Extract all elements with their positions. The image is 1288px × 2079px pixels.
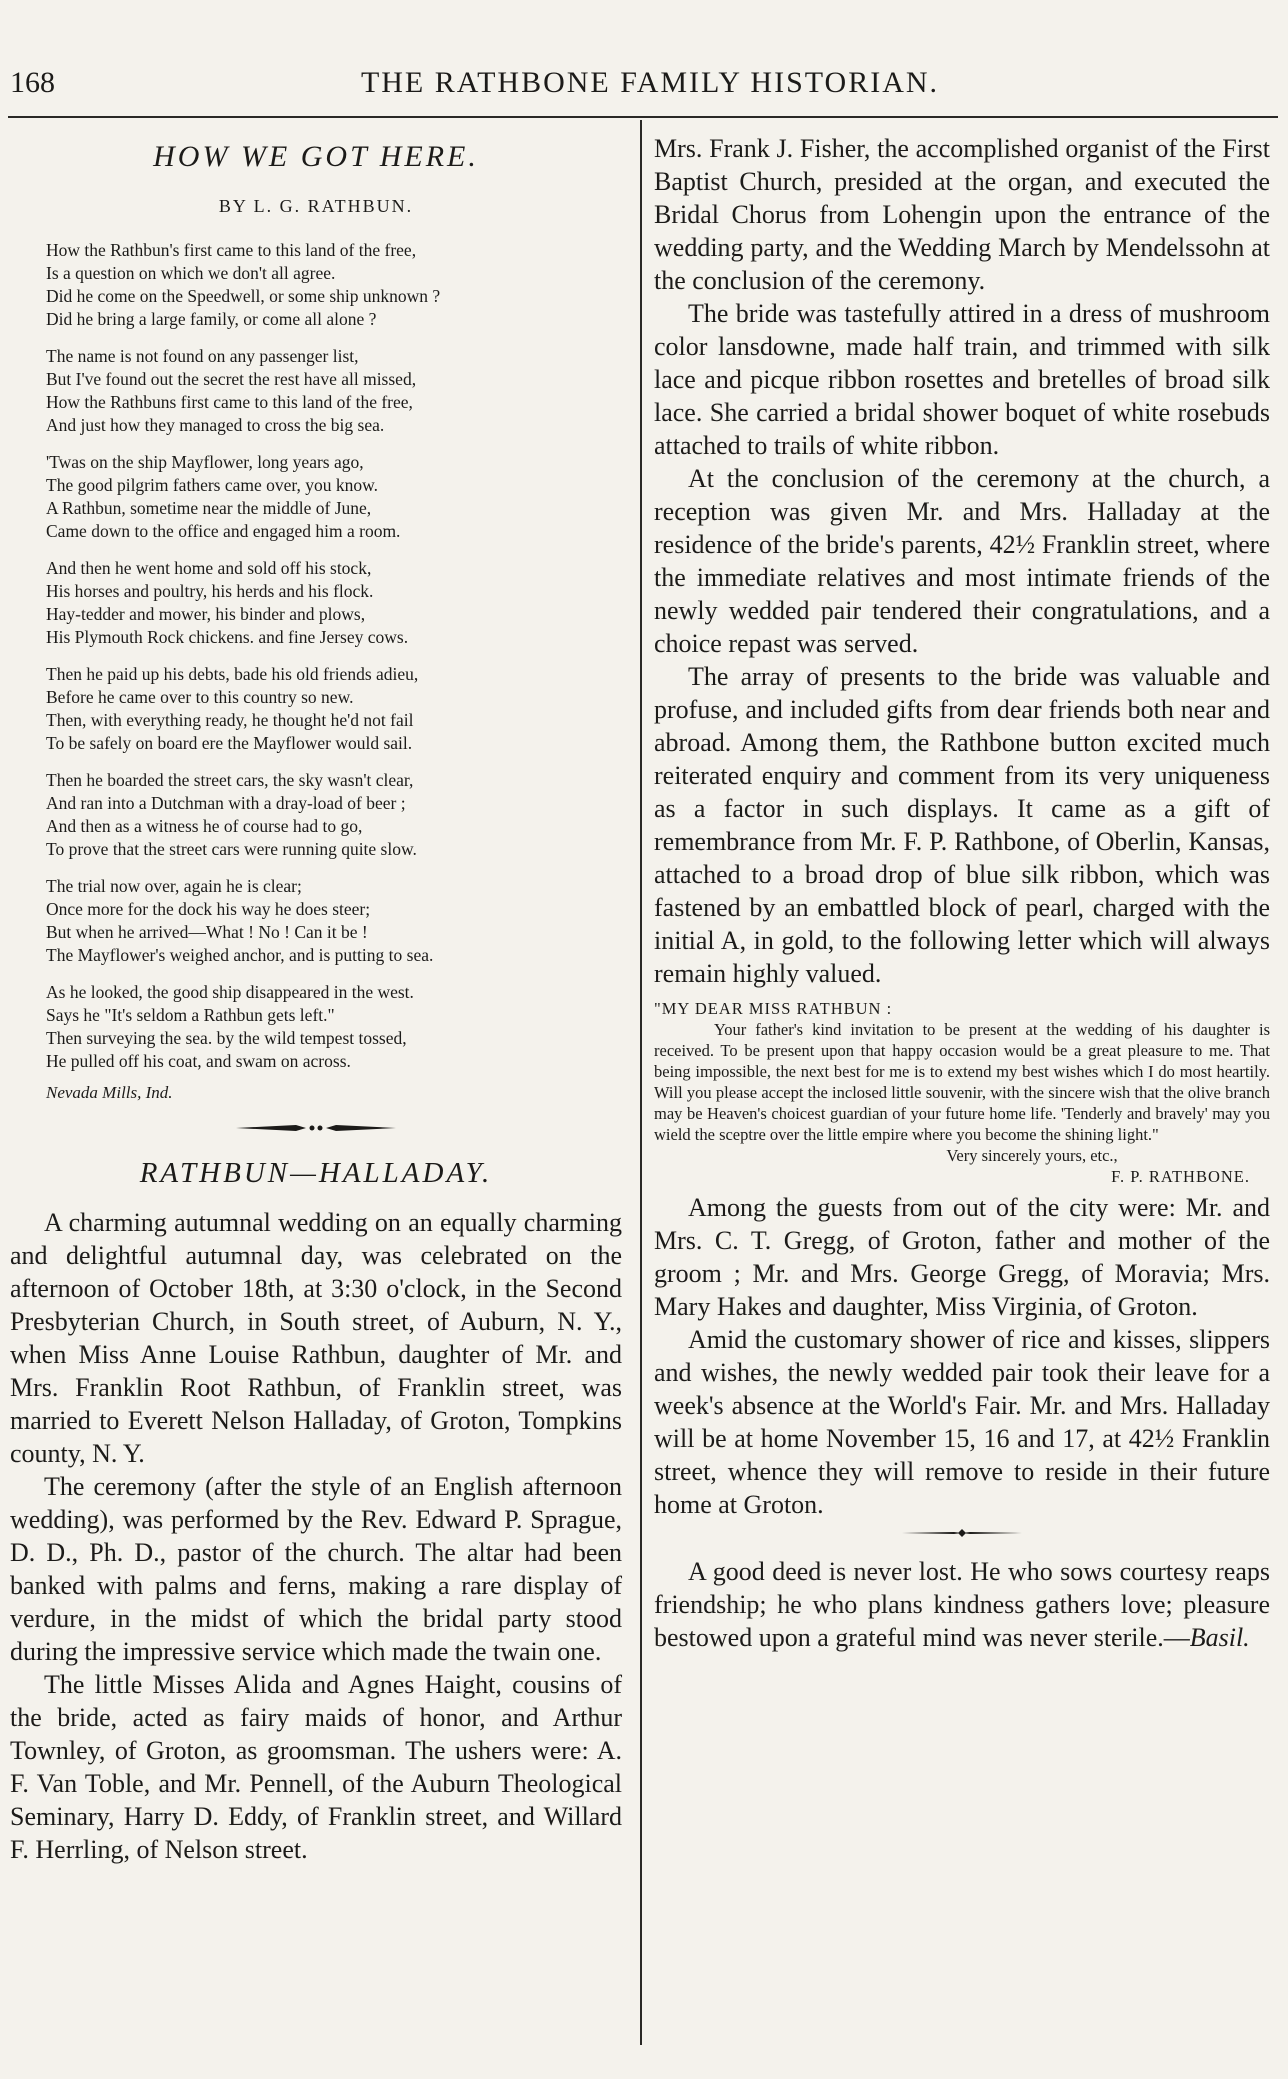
poem-line: And then as a witness he of course had to go, [46, 816, 363, 836]
article-title: RATHBUN—HALLADAY. [139, 1157, 493, 1189]
poem-line: He pulled off his coat, and swam on across. [46, 1051, 351, 1071]
poem-line: His Plymouth Rock chickens. and fine Jersey cows. [46, 627, 409, 647]
article-paragraph: At the conclusion of the ceremony at the church, a reception was given Mr. and Mrs. Halladay at the residence of the bride's parents, 42½ Franklin street, where the immediate relatives and most intimate friends of the newly wedded pair tendered their congratulations, and a choice repast was served. [654, 464, 1270, 658]
article-paragraph: Among the guests from out of the city were: Mr. and Mrs. C. T. Gregg, of Groton, father and mother of the groom ; Mr. and Mrs. George Gregg, of Moravia; Mrs. Mary Hakes and daughter, Miss Virginia, of Groton. [654, 1193, 1270, 1321]
running-title: THE RATHBONE FAMILY HISTORIAN. [360, 66, 940, 99]
closing-quote [654, 1555, 1270, 1654]
poem-line: And just how they managed to cross the big sea. [46, 415, 385, 435]
poem-stanza [46, 875, 622, 967]
quoted-letter [654, 998, 1270, 1187]
poem-stanza [46, 451, 622, 543]
poem-line: To prove that the street cars were running quite slow. [46, 839, 417, 859]
closing-quote-text: A good deed is never lost. He who sows courtesy reaps friendship; he who plans kindness gathers love; pleasure bestowed upon a grateful mind was never sterile.— [654, 1557, 1270, 1652]
poem-stanza [46, 769, 622, 861]
letter-body: Your father's kind invitation to be present at the wedding of his daughter is received. To be present upon that happy occasion would be a great pleasure to me. That being impossible, the next best for me is to extend my best wishes which I do most heartily. Will you please accept the inclosed little souvenir, with the sincere wish that the olive branch may be Heaven's choicest guardian of your future home life. 'Tenderly and bravely' may you wield the sceptre over the little empire where you become the shining light." [654, 1020, 1270, 1144]
header-rule [8, 116, 1278, 118]
poem-line: The Mayflower's weighed anchor, and is putting to sea. [46, 945, 434, 965]
article-paragraph: Amid the customary shower of rice and kisses, slippers and wishes, the newly wedded pair took their leave for a week's absence at the World's Fair. Mr. and Mrs. Halladay will be at home November 15, 16 and 17, at 42½ Franklin street, whence they will remove to reside in their future home at Groton. [654, 1325, 1270, 1519]
poem-line: Then surveying the sea. by the wild tempest tossed, [46, 1028, 407, 1048]
poem-line: As he looked, the good ship disappeared in the west. [46, 982, 414, 1002]
poem-line: How the Rathbun's first came to this land of the free, [46, 240, 417, 260]
poem-line: The trial now over, again he is clear; [46, 876, 302, 896]
closing-quote-author: Basil. [1189, 1623, 1250, 1652]
poem-title: HOW WE GOT HERE. [153, 140, 479, 173]
poem-line: Hay-tedder and mower, his binder and plows, [46, 604, 366, 624]
poem-line: 'Twas on the ship Mayflower, long years ago, [46, 452, 364, 472]
section-ornament [654, 1527, 1270, 1543]
poem-line: Says he "It's seldom a Rathbun gets left." [46, 1005, 335, 1025]
poem-line: But when he arrived—What ! No ! Can it be ! [46, 922, 368, 942]
poem-line: Did he come on the Speedwell, or some ship unknown ? [46, 286, 441, 306]
poem-line: A Rathbun, sometime near the middle of June, [46, 498, 372, 518]
poem-line: The good pilgrim fathers came over, you know. [46, 475, 379, 495]
poem-line: Then he boarded the street cars, the sky wasn't clear, [46, 770, 414, 790]
column-rule [640, 120, 642, 2045]
poem-line: To be safely on board ere the Mayflower would sail. [46, 733, 413, 753]
poem-line: His horses and poultry, his herds and his flock. [46, 581, 374, 601]
poem-line: How the Rathbuns first came to this land of the free, [46, 392, 413, 412]
poem-line: Is a question on which we don't all agree. [46, 263, 336, 283]
poem-line: Did he bring a large family, or come all alone ? [46, 309, 377, 329]
letter-salutation: "MY DEAR MISS RATHBUN : [654, 999, 893, 1018]
article-paragraph: Mrs. Frank J. Fisher, the accomplished organist of the First Baptist Church, presided at the organ, and executed the Bridal Chorus from Lohengin upon the entrance of the wedding party, and the Wedding March by Mendelssohn at the conclusion of the ceremony. [654, 134, 1270, 295]
poem-byline: BY L. G. RATHBUN. [218, 196, 414, 216]
poem-line: Before he came over to this country so new. [46, 687, 354, 707]
left-column [10, 132, 622, 1866]
letter-signature: F. P. RATHBONE. [1111, 1167, 1250, 1186]
poem-line: Then he paid up his debts, bade his old friends adieu, [46, 664, 419, 684]
right-column [654, 132, 1270, 1654]
ornament-divider-icon [236, 1122, 396, 1134]
article-paragraph: The bride was tastefully attired in a dress of mushroom color lansdowne, made half train, and trimmed with silk lace and picque ribbon rosettes and bretelles of broad silk lace. She carried a bridal shower boquet of white rosebuds attached to trails of white ribbon. [654, 299, 1270, 460]
poem-line: And then he went home and sold off his stock, [46, 558, 372, 578]
poem-line: And ran into a Dutchman with a dray-load of beer ; [46, 793, 406, 813]
article-paragraph: The array of presents to the bride was valuable and profuse, and included gifts from dear friends both near and abroad. Among them, the Rathbone button excited much reiterated enquiry and comment from its very uniqueness as a factor in such displays. It came as a gift of remembrance from Mr. F. P. Rathbone, of Oberlin, Kansas, attached to a broad drop of blue silk ribbon, which was fastened by an embattled block of pearl, charged with the initial A, in gold, to the following letter which will always remain highly valued. [654, 662, 1270, 988]
article-paragraph: The ceremony (after the style of an English afternoon wedding), was performed by the Rev. Edward P. Sprague, D. D., Ph. D., pastor of the church. The altar had been banked with palms and ferns, making a rare display of verdure, in the midst of which the bridal party stood during the impressive service which made the twain one. [10, 1472, 622, 1666]
poem-line: The name is not found on any passenger list, [46, 346, 359, 366]
poem-line: Came down to the office and engaged him a room. [46, 521, 401, 541]
letter-closing: Very sincerely yours, etc., [946, 1146, 1118, 1165]
poem-stanza [46, 981, 622, 1073]
poem-line: Once more for the dock his way he does steer; [46, 899, 371, 919]
article-paragraph: A charming autumnal wedding on an equally charming and delightful autumnal day, was celebrated on the afternoon of October 18th, at 3:30 o'clock, in the Second Presbyterian Church, in South street, of Auburn, N. Y., when Miss Anne Louise Rathbun, daughter of Mr. and Mrs. Franklin Root Rathbun, of Franklin street, was married to Everett Nelson Halladay, of Groton, Tompkins county, N. Y. [10, 1208, 622, 1468]
poem-stanza [46, 557, 622, 649]
section-ornament [10, 1121, 622, 1139]
poem-stanza [46, 239, 622, 331]
page-header [0, 62, 1288, 106]
ornament-divider-icon [902, 1528, 1022, 1538]
page-number: 168 [10, 66, 55, 99]
article-paragraph: The little Misses Alida and Agnes Haight, cousins of the bride, acted as fairy maids of honor, and Arthur Townley, of Groton, as groomsman. The ushers were: A. F. Van Toble, and Mr. Pennell, of the Auburn Theological Seminary, Harry D. Eddy, of Franklin street, and Willard F. Herrling, of Nelson street. [10, 1670, 622, 1864]
poem-stanza [46, 663, 622, 755]
poem-line: But I've found out the secret the rest have all missed, [46, 369, 417, 389]
poem-stanza [46, 345, 622, 437]
poem-line: Then, with everything ready, he thought he'd not fail [46, 710, 414, 730]
poem-signature: Nevada Mills, Ind. [46, 1083, 173, 1102]
